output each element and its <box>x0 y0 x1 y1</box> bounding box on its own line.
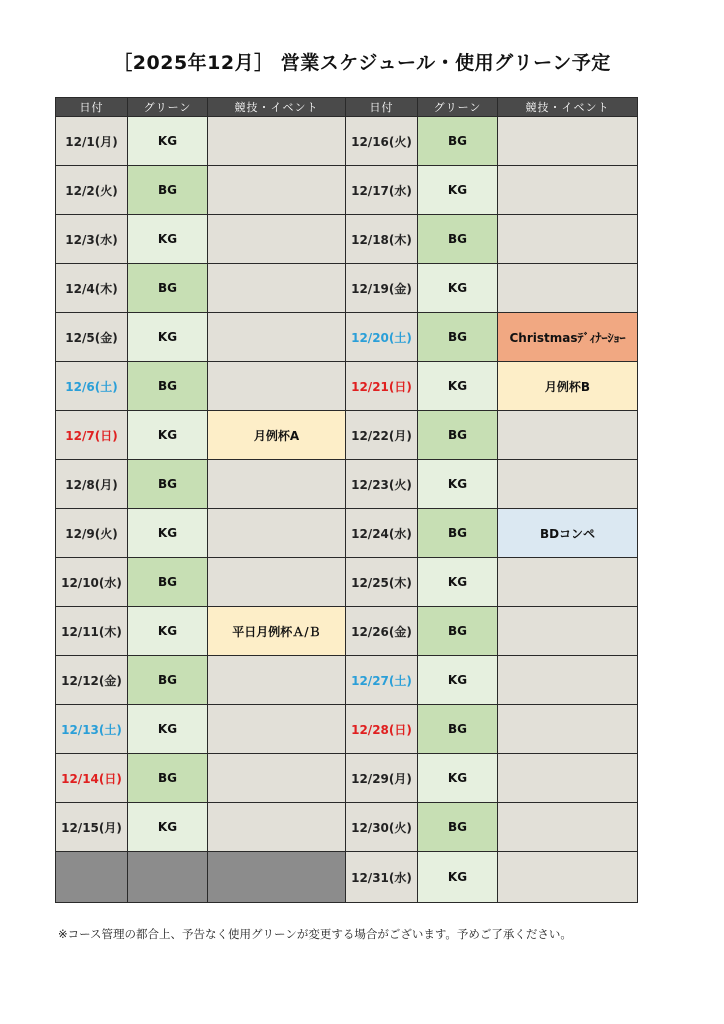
schedule-row <box>56 509 638 558</box>
date-cell: 12/9(火) <box>56 509 128 558</box>
schedule-row <box>56 117 638 166</box>
date-cell: 12/22(月) <box>346 411 418 460</box>
green-cell: BG <box>128 166 208 215</box>
date-cell: 12/10(水) <box>56 558 128 607</box>
date-cell: 12/27(土) <box>346 656 418 705</box>
date-cell: 12/19(金) <box>346 264 418 313</box>
event-cell <box>498 705 638 754</box>
green-cell: BG <box>418 803 498 852</box>
schedule-row <box>56 166 638 215</box>
empty-date-cell <box>56 852 128 903</box>
event-cell <box>498 411 638 460</box>
event-cell <box>208 117 346 166</box>
date-cell: 12/11(木) <box>56 607 128 656</box>
date-cell: 12/31(水) <box>346 852 418 903</box>
event-cell <box>498 803 638 852</box>
header-row <box>56 98 638 117</box>
event-cell: 月例杯A <box>208 411 346 460</box>
schedule-row <box>56 362 638 411</box>
event-cell <box>208 166 346 215</box>
event-cell <box>498 656 638 705</box>
event-cell <box>498 166 638 215</box>
event-cell <box>208 558 346 607</box>
header-green-right: グリーン <box>418 98 498 117</box>
event-cell: 月例杯B <box>498 362 638 411</box>
empty-event-cell <box>208 852 346 903</box>
header-event-right: 競技・イベント <box>498 98 638 117</box>
date-cell: 12/18(木) <box>346 215 418 264</box>
green-cell: KG <box>418 852 498 903</box>
date-cell: 12/20(土) <box>346 313 418 362</box>
event-cell <box>208 754 346 803</box>
event-cell <box>208 460 346 509</box>
date-cell: 12/5(金) <box>56 313 128 362</box>
date-cell: 12/6(土) <box>56 362 128 411</box>
green-cell: KG <box>128 607 208 656</box>
schedule-row <box>56 852 638 903</box>
event-cell <box>498 852 638 903</box>
event-cell <box>208 705 346 754</box>
green-cell: KG <box>418 656 498 705</box>
date-cell: 12/7(日) <box>56 411 128 460</box>
green-cell: BG <box>128 264 208 313</box>
event-cell <box>208 362 346 411</box>
green-cell: BG <box>128 362 208 411</box>
date-cell: 12/1(月) <box>56 117 128 166</box>
green-cell: BG <box>128 656 208 705</box>
event-cell <box>208 215 346 264</box>
green-cell: KG <box>128 215 208 264</box>
schedule-row <box>56 705 638 754</box>
event-cell <box>498 460 638 509</box>
date-cell: 12/28(日) <box>346 705 418 754</box>
green-cell: KG <box>128 509 208 558</box>
schedule-row <box>56 607 638 656</box>
event-cell <box>208 656 346 705</box>
date-cell: 12/4(木) <box>56 264 128 313</box>
page-title: ［2025年12月］ 営業スケジュール・使用グリーン予定 <box>113 52 611 74</box>
date-cell: 12/8(月) <box>56 460 128 509</box>
green-cell: KG <box>128 117 208 166</box>
event-cell: Christmasﾃﾞｨﾅｰｼｮｰ <box>498 313 638 362</box>
date-cell: 12/21(日) <box>346 362 418 411</box>
schedule-row <box>56 215 638 264</box>
green-cell: KG <box>418 460 498 509</box>
event-cell: BDコンペ <box>498 509 638 558</box>
event-cell <box>208 313 346 362</box>
event-cell: 平日月例杯Ａ/Ｂ <box>208 607 346 656</box>
date-cell: 12/16(火) <box>346 117 418 166</box>
schedule-table <box>55 97 638 903</box>
schedule-row <box>56 411 638 460</box>
date-cell: 12/24(水) <box>346 509 418 558</box>
date-cell: 12/14(日) <box>56 754 128 803</box>
date-cell: 12/17(水) <box>346 166 418 215</box>
green-cell: KG <box>128 803 208 852</box>
schedule-row <box>56 656 638 705</box>
green-cell: BG <box>418 705 498 754</box>
header-date-left: 日付 <box>56 98 128 117</box>
green-cell: KG <box>128 705 208 754</box>
schedule-row <box>56 264 638 313</box>
green-cell: BG <box>128 754 208 803</box>
date-cell: 12/29(月) <box>346 754 418 803</box>
green-cell: BG <box>418 509 498 558</box>
event-cell <box>208 264 346 313</box>
schedule-row <box>56 803 638 852</box>
schedule-body <box>56 117 638 903</box>
date-cell: 12/26(金) <box>346 607 418 656</box>
date-cell: 12/30(火) <box>346 803 418 852</box>
green-cell: BG <box>418 411 498 460</box>
green-cell: KG <box>418 166 498 215</box>
green-cell: BG <box>418 215 498 264</box>
green-cell: KG <box>128 313 208 362</box>
event-cell <box>498 754 638 803</box>
empty-green-cell <box>128 852 208 903</box>
green-cell: KG <box>128 411 208 460</box>
event-cell <box>498 607 638 656</box>
date-cell: 12/3(水) <box>56 215 128 264</box>
event-cell <box>498 264 638 313</box>
schedule-row <box>56 558 638 607</box>
green-cell: BG <box>418 117 498 166</box>
green-cell: KG <box>418 362 498 411</box>
event-cell <box>498 558 638 607</box>
event-cell <box>498 215 638 264</box>
green-cell: BG <box>418 313 498 362</box>
footnote: ※コース管理の都合上、予告なく使用グリーンが変更する場合がございます。予めご了承ください。 <box>58 927 572 941</box>
schedule-row <box>56 313 638 362</box>
event-cell <box>208 803 346 852</box>
green-cell: BG <box>418 607 498 656</box>
date-cell: 12/2(火) <box>56 166 128 215</box>
event-cell <box>208 509 346 558</box>
schedule-row <box>56 460 638 509</box>
date-cell: 12/12(金) <box>56 656 128 705</box>
header-event-left: 競技・イベント <box>208 98 346 117</box>
event-cell <box>498 117 638 166</box>
green-cell: KG <box>418 558 498 607</box>
green-cell: BG <box>128 460 208 509</box>
green-cell: BG <box>128 558 208 607</box>
green-cell: KG <box>418 264 498 313</box>
schedule-row <box>56 754 638 803</box>
date-cell: 12/25(木) <box>346 558 418 607</box>
header-green-left: グリーン <box>128 98 208 117</box>
green-cell: KG <box>418 754 498 803</box>
date-cell: 12/13(土) <box>56 705 128 754</box>
date-cell: 12/15(月) <box>56 803 128 852</box>
header-date-right: 日付 <box>346 98 418 117</box>
date-cell: 12/23(火) <box>346 460 418 509</box>
